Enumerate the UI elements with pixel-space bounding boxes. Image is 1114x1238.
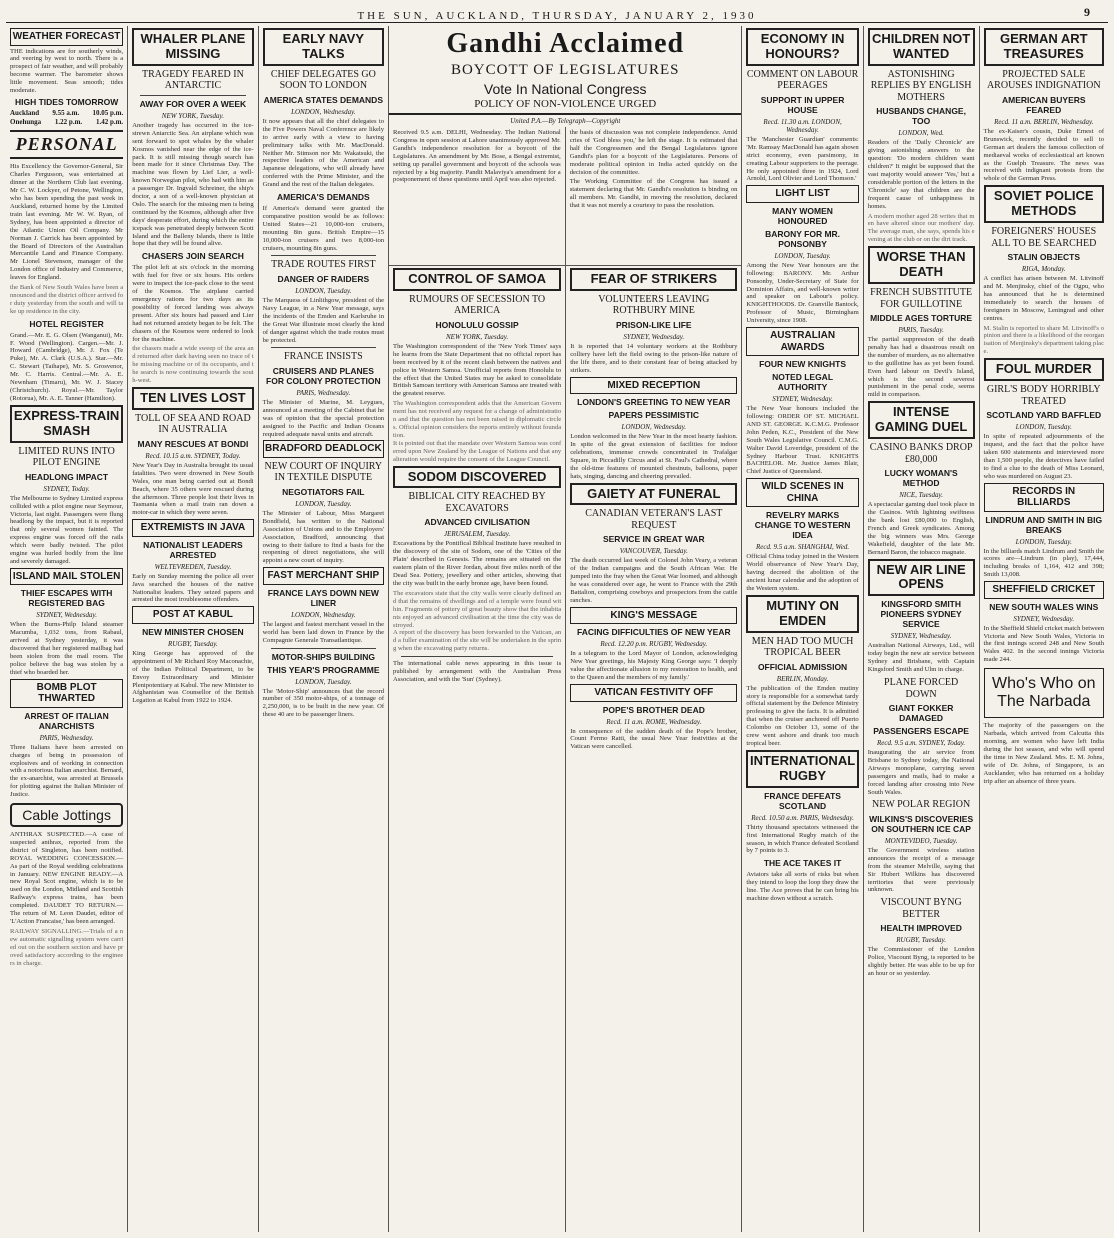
column-1: WEATHER FORECAST THE indications are for southerly winds, and veering by west to north. There is a prospect of fair weather, and will probably become warmer. The barometer shows little movement. Seas smooth; tides moderate. HIGH TIDES TOMORROW Auckland 9.55 a.m. 10.05 p.m. Onehunga 1.22 p.m. 1.42 p.m. PERSONAL His Excellency the Governor-General, Sir Charles Fergusson, was entertained at dinner at the Northern Club last evening. Mr C. W. Lockyer, of Petone, Wellington, who has been spending the past week in Auckland, returned home by the Limited train last evening. Mr W. W. Ryan, of Sydney, has been appointed a director of the Atlantic Union Oil Company. Mr Norman J. Carrick has been appointed by the Board of Directors of the Australian Mercantile Land and Finance Company. Mr Lionel Stevenson, manager of the London office of Industry and Commerce, leaves for England. the Bank of New South Wales have been announced and the district officer arrived for duty yesterday from the south and will take up residence in the city. HOTEL REGISTER Grand.—Mr. E. G. Olsen (Wanganui), Mr. F. Wood (Wellington). Cargen.—Mr. J. Howard (Cambridge), Mr. J. Fox (Te Puke), Mr. A. Clark (U.S.A.). Star.—Mr. C. Stewart (Taihape), Mr. S. Grosvenor, Mr. C. Harris. Central.—Mr. A. E. Newnham (Timaru), Mr. W. J. Stacey (Christchurch). Royal.—Mr. Taylor (Rotorua), Mr. A. E. Tanner (Hamilton). EXPRESS-TRAIN SMASH LIMITED RUNS INTO PILOT ENGINE HEADLONG IMPACT SYDNEY, Today. The Melbourne to Sydney Limited express collided with a pilot engine near Seymour, Victoria, last night. Passengers were flung headlong by the impact, but it is reported that only several women fainted. The express engine was forced off the rails which were badly twisted. The pilot engine was hurled bodily from the line and severely damaged. ISLAND MAIL STOLEN THIEF ESCAPES WITH REGISTERED BAG SYDNEY, Wednesday. When the Burns-Philp Island steamer Macumba, 1,032 tons, from Rabaul, arrived at Sydney yesterday, it was discovered that her registered mailbag had been stolen from the mail room. The police believe the bag was stolen by a thief who boarded her. BOMB PLOT THWARTED ARREST OF ITALIAN ANARCHISTS PARIS, Wednesday. Three Italians have been arrested on charges of being in possession of explosives and of working in connection with a notorious Italian anarchist. Bernard, the ex-anarchist, was arrested at Brussels for plotting against the Italian Minister of Justice. Cable Jottings ANTHRAX SUSPECTED.—A case of suspected anthrax, reported from the district of Singleton, has been notified. ROYAL WEDDING CONCESSION.—As part of the Royal wedding celebrations in January. NEW ENGINE READY.—A new Royal Scot engine, which is to be used on the London, Midland and Scottish Railway's express trains, has been completed. DAUDET TO RETURN.—The return of M. Leon Daudet, editor of 'L'Action Francaise,' has been arranged. RAILWAY SIGNALLING.—Trials of a new automatic signalling system were carried out on the southern section and have proved satisfactory according to the engineers in charge. [6,26,128,1232]
cable-note: The international cable news appearing in this issue is published by arrangement with the Australian Press Association, and with the 'Sun' (Sydney). [393,660,562,683]
soviet-text: A conflict has arisen between M. Litvinoff and M. Menjinsky, chief of the Ogpu, who has announced that he is determined immediately to search the houses of foreigners in Moscow, Leningrad and other centres. [983,275,1105,322]
sodom-text: Excavations by the Pontifical Biblical Institute have resulted in the discovery of the site of Sodom, one of the 'Cities of the Plain' described in Genesis. The remains are situated on the eastern plain of the River Jordan, about five miles north of the Dead Sea. Pottery, jewellery and other articles, showing that the city was built in the early bronze age, have been found. [393,540,562,587]
air-line-text: Australian National Airways, Ltd., will today begin the new air service between Sydney and Brisbane, with Captain Kingsford Smith and Ulm in charge. [867,642,975,674]
honours-heading: ECONOMY IN HONOURS? [746,28,858,66]
air-line-dateline: SYDNEY, Wednesday. [890,632,952,641]
express-text: The Melbourne to Sydney Limited express collided with a pilot engine near Seymour, Victoria, last night. Passengers were flung headlong by the impact, but it is reported that only several women fainted. The express engine was forced off the rails which were badly twisted. The pilot engine was hurled bodily from the line and severely damaged. [10,494,124,565]
gaiety-subheading: CANADIAN VETERAN'S LAST REQUEST [585,508,723,531]
kabul-dateline: RUGBY, Tuesday. [168,639,218,648]
billiards-dateline: LONDON, Tuesday. [1015,537,1072,546]
china-subheading: REVELRY MARKS CHANGE TO WESTERN IDEA [754,510,851,541]
awards-text: The New Year honours included the following: ORDER OF ST. MICHAEL AND ST. GEORGE. K.C.M.G. Professor John Peden, K.C., President of the New South Wales Legislative Council. C.M.G. Walter David Loveridge, president of the Sydney Harbour Trust. KNIGHTS BACHELOR. Mr. Justice James Blair, Chief Justice of Queensland. [746,405,859,476]
rugby-text: Thirty thousand spectators witnessed the first International Rugby match of the season, in which France defeated Scotland by 7 points to 3. [746,823,859,855]
vatican-text: In consequence of the sudden death of the Pope's brother, Count Fermo Ratti, the usual New Year festivities at the Vatican were cancelled. [570,727,738,751]
sodom-heading: SODOM DISCOVERED [393,466,561,489]
bomb-text: Three Italians have been arrested on charges of being in possession of explosives and of working in connection with a notorious Italian anarchist. Bernard, the ex-anarchist, was arrested at Brussels for plotting against the Italian Minister of Justice. [10,743,124,799]
rugby-dateline: Recd. 10.50 a.m. PARIS, Wednesday. [751,813,854,822]
mixed-heading: MIXED RECEPTION [570,377,737,395]
soviet-subheading: FOREIGNERS' HOUSES ALL TO BE SEARCHED [991,226,1097,249]
tides-heading: HIGH TIDES TOMORROW [14,96,119,107]
island-dateline: SYDNEY, Wednesday. [36,611,97,620]
german-art-text: The ex-Kaiser's cousin, Duke Ernest of Brunswick, recently decided to sell to German art dealers the famous collection of mediaeval works of ecclesiastical art known as the Guelph Treasure. The news was received with indignant protests from the whole of the German Press. [983,127,1105,183]
byng-text: The Commissioner of the London Police, Viscount Byng, is reported to be slightly better. He was able to be up for an hour or so yesterday. [867,946,975,978]
gandhi-text-1: Received 9.5 a.m. DELHI, Wednesday. The Indian National Congress in open session at Lahore unanimously approved Mr. Gandhi's independence resolution for a boycott of the Legislatures. An amendment by Mr. Bose, a Bengal extremist, setting up parallel government and boycott of the schools was rejected by a big majority. Pandit Malaviya's amendment for a postponement of these questions until April was also rejected. [393,129,561,184]
trade-dateline: LONDON, Tuesday. [295,286,352,295]
light-list-heading: LIGHT LIST [746,185,858,203]
island-text: When the Burns-Philp Island steamer Macumba, 1,032 tons, from Rabaul, arrived at Sydney yesterday, it was discovered that her registered mailbag had been stolen from the mail room. The police believe the bag was stolen by a thief who boarded her. [10,621,124,676]
german-art-subheading: PROJECTED SALE AROUSES INDIGNATION [986,68,1101,92]
chasers-heading: CHASERS JOIN SEARCH [141,251,244,262]
gaming-subheading: CASINO BANKS DROP £80,000 [869,442,973,465]
billiards-text: In the billiards match Lindrum and Smith the scores are—Lindrum (in play), 17,444, including breaks of 1,164, 412 and 398; Smith 13,008. [983,547,1105,579]
light-list-text: Among the New Year honours are the following: BARONY. Mr. Arthur Ponsonby, Under-Secretary of State for Dominion Affairs, and well-known writer and speaker on Labour's policy. KNIGHTHOODS. Dr. Granville Bantock, Professor of Music, Birmingham University, since 1908. [746,261,859,325]
fast-ship-text: The largest and fastest merchant vessel in the world has been laid down in France by the Compagnie Generale Transatlantique. [262,620,385,644]
gaiety-text: The death occurred last week of Colonel John Veary, a veteran of the Indian campaigns and the South African War. He jumped into the fray when the Great War loomed, and although he was considered over age, he went to France with the 29th Battalion, comprising cowboys and prospectors from the cattle ranches. [570,557,738,604]
island-heading: ISLAND MAIL STOLEN [10,568,123,586]
foul-murder-heading: FOUL MURDER [984,358,1105,381]
sheffield-dateline: SYDNEY, Wednesday. [1013,614,1075,623]
column-5 [565,266,741,1232]
navy-dateline: LONDON, Wednesday. [291,107,356,116]
gaming-heading: INTENSE GAMING DUEL [868,401,975,439]
whaler-subheading: TRAGEDY FEARED IN ANTARCTIC [141,68,244,92]
honours-dateline: Recd. 11.30 a.m. LONDON, Wednesday. [763,117,842,134]
sodom-dateline: JERUSALEM, Tuesday. [443,530,511,539]
personal-text: His Excellency the Governor-General, Sir Charles Fergusson, was entertained at dinner at the Northern Club last evening. Mr C. W. Lockyer, of Petone, Wellington, who has been spending the past week in Auckland, returned home by the Limited train last evening. Mr W. W. Ryan, of Sydney, has been appointed a director of the Atlantic Union Oil Company. Mr Norman J. Carrick has been appointed by the Board of Directors of the Australian Mercantile Land and Finance Company. Mr Lionel Stevenson, manager of the London office of Industry and Commerce, leaves for England. [10,163,124,282]
forced-subheading-2: PASSENGERS ESCAPE [873,726,969,736]
bradford-subheading: NEW COURT OF INQUIRY IN TEXTILE DISPUTE [264,460,383,484]
light-list-subheading-2: BARONY FOR MR. PONSONBY [765,228,841,249]
mixed-dateline: LONDON, Wednesday. [621,423,687,432]
german-art-dateline: Recd. 11 a.m. BERLIN, Wednesday. [994,117,1094,126]
samoa-text: The Washington correspondent of the 'New York Times' says he learns from the State Department that no official report has been received by it of the recent clash between the natives and police in Western Samoa. Unofficial reports from Honolulu to the effect that the United States may be asked to consolidate British Samoan territory with American Samoa are treated with the greatest reserve. [393,342,562,398]
kings-message-dateline: Recd. 12.20 p.m. RUGBY, Wednesday. [600,640,708,649]
weather-forecast [10,48,123,127]
extremists-subheading: NATIONALIST LEADERS ARRESTED [143,539,243,560]
bradford-text: The Minister of Labour, Miss Margaret Bondfield, has written to the National Association of Unions and to the Employers' Association, Bradford, announcing that owing to their failure to find a basis for the reopening of direct negotiations, she will appoint a new court of inquiry. [262,509,385,565]
cable-jottings-text: ANTHRAX SUSPECTED.—A case of suspected anthrax, reported from the district of Singleton, has been notified. ROYAL WEDDING CONCESSION.—As part of the Royal wedding celebrations in January. NEW ENGINE READY.—A new Royal Scot engine, which is to be used on the London, Midland and Scottish Railway's express trains, has been completed. DAUDET TO RETURN.—The return of M. Leon Daudet, editor of 'L'Action Francaise,' has been arranged. [10,831,124,925]
column-gandhi [389,26,742,1232]
ten-lives-dateline: Recd. 10.15 a.m. SYDNEY, Today. [145,451,241,460]
emden-heading: MUTINY ON EMDEN [746,595,858,633]
ace-heading: THE ACE TAKES IT [763,858,842,869]
polar-text: The Government wireless station announces the receipt of a message from the steamer Melville, saying that Sir Hubert Wilkins has discovered territories that were previously unknown. [867,846,975,894]
sheffield-text: In the Sheffield Shield cricket match between Victoria and New South Wales, Victoria in the first innings scored 248 and New South Wales 402. In the second innings Victoria made 244. [983,624,1105,664]
samoa-heading: CONTROL OF SAMOA [393,268,561,291]
byng-heading: VISCOUNT BYNG BETTER [880,897,962,920]
filler-text: the Bank of New South Wales have been announced and the district officer arrived for duty yesterday from the south and will take up residence in the city. [10,284,124,315]
whos-who-text: The majority of the passengers on the Narbada, which arrived from Calcutta this morning, are women who have left India during the hot season, and who will spend the time in New Zealand. Mrs. E. M. Johns, wife of Dr. Johns, of Singapore, is an Aucklander, who has returned on a holiday trip after an absence of three years. [983,722,1105,785]
soviet-dateline: RIGA, Monday. [1021,265,1066,274]
trade-heading: TRADE ROUTES FIRST [271,259,376,271]
gandhi-headline-block [389,26,741,115]
express-heading: EXPRESS-TRAIN SMASH [10,405,123,443]
masthead-title: THE SUN, AUCKLAND, THURSDAY, JANUARY 2, 1930 [357,10,757,22]
navy-subheading-2: AMERICA STATES DEMANDS [263,94,383,105]
emden-dateline: BERLIN, Monday. [776,674,829,683]
express-dateline: SYDNEY, Today. [43,484,90,493]
gandhi-subheading-3: POLICY OF NON-VIOLENCE URGED [474,98,657,110]
fast-ship-heading: FAST MERCHANT SHIP [263,567,384,585]
air-line-heading: NEW AIR LINE OPENS [868,559,975,597]
rugby-heading: INTERNATIONAL RUGBY [746,750,858,788]
strikers-subheading-2: PRISON-LIKE LIFE [616,319,692,330]
extremists-heading: EXTREMISTS IN JAVA [132,519,253,537]
tide-row: Auckland 9.55 a.m. 10.05 p.m. [10,109,124,118]
whos-who-subtitle: The Narbada [997,693,1091,711]
german-art-heading: GERMAN ART TREASURES [984,28,1105,66]
strikers-heading: FEAR OF STRIKERS [570,268,737,291]
france-text: The Minister of Marine, M. Leygues, announced at a meeting of the Cabinet that he was of opinion that the special protection assigned to the Pacific and Indian Oceans required adequate naval units and aircraft. [262,398,385,438]
kabul-heading: POST AT KABUL [132,606,253,624]
ace-text: Aviators take all sorts of risks but when they intend to loop the loop they draw the line. The Ace proves that he can bring his machine down without a scratch. [746,871,859,903]
bomb-dateline: PARIS, Wednesday. [39,733,94,742]
mixed-subheading-2: PAPERS PESSIMISTIC [608,410,700,421]
honours-subheading-2: SUPPORT IN UPPER HOUSE [760,94,845,115]
france-heading: FRANCE INSISTS [284,351,363,363]
ten-lives-subheading-2: MANY RESCUES AT BONDI [137,438,249,449]
bomb-subheading: ARREST OF ITALIAN ANARCHISTS [24,710,109,731]
light-list-subheading: MANY WOMEN HONOURED [772,205,833,226]
polar-heading: NEW POLAR REGION [872,799,971,811]
trade-text: The Marquess of Linlithgow, president of the Navy League, in a New Year message, says the incidents of the Emden and Karlsruhe in the Great War illustrate most clearly the kind of danger against which the trade routes must be protected. [262,296,385,344]
motor-ships-subheading: THIS YEAR'S PROGRAMME [267,664,380,675]
children-heading: CHILDREN NOT WANTED [868,28,975,66]
gaming-dateline: NICE, Tuesday. [899,491,943,500]
france-subheading: CRUISERS AND PLANES FOR COLONY PROTECTION [266,365,381,386]
vatican-dateline: Recd. 11 a.m. ROME, Wednesday. [606,717,702,726]
emden-subheading-2: OFFICIAL ADMISSION [757,661,848,672]
column-7: CHILDREN NOT WANTED ASTONISHING REPLIES BY ENGLISH MOTHERS HUSBANDS CHANGE, TOO LONDON, Wed. Readers of the 'Daily Chronicle' are giving astonishing answers to the question: 'Do modern children want children?' It might be supposed that the vast majority would answer 'Yes,' but a considerable portion of the letters in the 'Chronicle' say that children are the frequent cause of unhappiness in homes. A modern mother aged 28 writes that men have altered since our mothers' day. The average man, she says, spends his evening at the club or on the dirt track. WORSE THAN DEATH FRENCH SUBSTITUTE FOR GUILLOTINE MIDDLE AGES TORTURE PARIS, Tuesday. The partial suppression of the death penalty has had a disastrous result on the number of murders, as no alternative to the guillotine has as yet been found. Even hard labour on Devil's Island, which is the second severest punishment in the penal code, seems mild in comparison. INTENSE GAMING DUEL CASINO BANKS DROP £80,000 LUCKY WOMAN'S METHOD NICE, Tuesday. A spectacular gaming duel took place in the Casinos. With lightning swiftness the bank lost £80,000 to English, French and Greek syndicates. Among the big winners was Mrs. George Wakefield, daughter of the late Mr. Bernard Baron, the tobacco magnate. NEW AIR LINE OPENS KINGSFORD SMITH PIONEERS SYDNEY SERVICE SYDNEY, Wednesday. Australian National Airways, Ltd., will today begin the new air service between Sydney and Brisbane, with Captain Kingsford Smith and Ulm in charge. PLANE FORCED DOWN GIANT FOKKER DAMAGED PASSENGERS ESCAPE Recd. 9.5 a.m. SYDNEY, Today. Inaugurating the air service from Brisbane to Sydney today, the National Airways monoplane, carrying seven passengers and mails, had to make a forced landing after crossing into New South Wales. NEW POLAR REGION WILKINS'S DISCOVERIES ON SOUTHERN ICE CAP MONTEVIDEO, Tuesday. The Government wireless station announces the receipt of a message from the steamer Melville, saying that Sir Hubert Wilkins has discovered territories that were previously unknown. VISCOUNT BYNG BETTER HEALTH IMPROVED RUGBY, Tuesday. The Commissioner of the London Police, Viscount Byng, is reported to be slightly better. He was able to be up for an hour or so yesterday. [864,26,980,1232]
awards-heading: AUSTRALIAN AWARDS [746,327,858,356]
sheffield-heading: SHEFFIELD CRICKET [984,581,1105,599]
island-subheading: THIEF ESCAPES WITH REGISTERED BAG [20,588,113,609]
whos-who-title: Who's Who on [991,675,1096,693]
awards-dateline: SYDNEY, Wednesday. [772,395,833,404]
kabul-text: King George has approved of the appointment of Mr Richard Roy Maconachie, of the Indian Political Department, to be Envoy Extraordinary and Minister Plenipotentiary at Kabul. The new Minister to Afghanistan was Counsellor of the British Legation at Kabul from 1922 to 1924. [132,649,254,705]
polar-subheading: WILKINS'S DISCOVERIES ON SOUTHERN ICE CAP [869,813,974,834]
forced-dateline: Recd. 9.5 a.m. SYDNEY, Today. [877,739,966,747]
forced-heading: PLANE FORCED DOWN [884,677,959,700]
worse-subheading: FRENCH SUBSTITUTE FOR GUILLOTINE [870,287,973,310]
navy-text: It now appears that all the chief delegates to the Five Powers Naval Conference are likely to arrive early with a view to having preliminary talks with Mr. MacDonald. Neither Mr. Stimson nor Mr. Wakatsuki, the respective leaders of the American and Japanese delegations, who will already have conferred with the Prime Minister, and the Grand and the rest of the Italian delegates. [262,117,385,189]
express-subheading: LIMITED RUNS INTO PILOT ENGINE [18,445,115,469]
gandhi-body [389,127,741,266]
ten-lives-heading: TEN LIVES LOST [132,387,253,410]
column-8: GERMAN ART TREASURES PROJECTED SALE AROUSES INDIGNATION AMERICAN BUYERS FEARED Recd. 11 a.m. BERLIN, Wednesday. The ex-Kaiser's cousin, Duke Ernest of Brunswick, recently decided to sell to German art dealers the famous collection of mediaeval works of ecclesiastical art known as the Guelph Treasure. The news was received with indignant protests from the whole of the German Press. SOVIET POLICE METHODS FOREIGNERS' HOUSES ALL TO BE SEARCHED STALIN OBJECTS RIGA, Monday. A conflict has arisen between M. Litvinoff and M. Menjinsky, chief of the Ogpu, who has announced that he is determined immediately to search the houses of foreigners in Moscow, Leningrad and other centres. M. Stalin is reported to share M. Litvinoff's opinion and there is a likelihood of the reorganisation of Menjinsky's department taking place. FOUL MURDER GIRL'S BODY HORRIBLY TREATED SCOTLAND YARD BAFFLED LONDON, Tuesday. In spite of repeated adjournments of the inquest, and the fact that the police have taken 600 statements and interviewed more than 1,500 people, the detectives have failed to find a clue to the death of Miss Leonard, who was murdered on August 23. RECORDS IN BILLIARDS LINDRUM AND SMITH IN BIG BREAKS LONDON, Tuesday. In the billiards match Lindrum and Smith the scores are—Lindrum (in play), 17,444, including breaks of 1,164, 412 and 398; Smith 13,008. SHEFFIELD CRICKET NEW SOUTH WALES WINS SYDNEY, Wednesday. In the Sheffield Shield cricket match between Victoria and New South Wales, Victoria in the first innings scored 248 and New South Wales 402. In the second innings Victoria made 244. Who's Who on The Narbada The majority of the passengers on the Narbada, which arrived from Calcutta this morning, are women who have left India during the hot season, and who will spend the time in New Zealand. Mrs. E. M. Johns, wife of Dr. Johns, of Singapore, is an Aucklander, who has returned on a holiday trip after an absence of three years. [980,26,1109,1232]
gandhi-text-2: the basis of discussion was not complete independence. Amid cries of 'God bless you,' he left the stage. It is estimated that half the Congressmen and the Bengal Legislatures ignore Gandhi's plan for a boycott of the Legislatures. Persons of moderate political opinion in India acted quickly on the decision of the committee. [569,129,738,176]
bradford-subheading-2: NEGOTIATORS FAIL [282,486,365,497]
gandhi-text-3: The Working Committee of the Congress has issued a statement declaring that Mr. Gandhi's resolution is binding on all members. Mr. Gandhi, in moving the resolution, declared that it was not merely a courtesy to pass the resolution. [569,178,738,210]
whaler-text: Another tragedy has occurred in the ice-strewn Antarctic Sea. An airplane which was sent forward to spot whales by the whaler Kosmos vanished near the edge of the ice-pack. It is still missing though search has been made for it since Christmas Day. The machine was flown by Lief Lier, a well-known Norwegian pilot, who had with him as a passenger Dr. Ingvald Schreiner, the ship's doctor, a son of a well-known physician at Oslo. The search for the missing men is being continued by the Kosmos, although after five days' desperate effort, during which the entire icepack was penetrated deeply between Scott Island and the Balleny Islands, there is little hope that they will be found alive. [132,121,254,248]
navy-subheading: CHIEF DELEGATES GO SOON TO LONDON [270,68,376,92]
bomb-heading: BOMB PLOT THWARTED [10,679,123,708]
awards-subheading: FOUR NEW KNIGHTS [759,359,846,370]
tide-row: Onehunga 1.22 p.m. 1.42 p.m. [10,117,124,126]
strikers-text: It is reported that 14 voluntary workers at the Rothbury colliery have left the field owing to the prison-like nature of the life there, and to their constant fear of being attacked by strikers. [570,342,738,374]
kabul-subheading: NEW MINISTER CHOSEN [142,626,244,637]
china-dateline: Recd. 9.5 a.m. SHANGHAI, Wed. [756,543,850,552]
hotel-register-text: Grand.—Mr. E. G. Olsen (Wanganui), Mr. F. Wood (Wellington). Cargen.—Mr. J. Howard (Cambridge), Mr. J. Fox (Te Puke), Mr. A. Clark (U.S.A.). Star.—Mr. C. Stewart (Taihape), Mr. S. Grosvenor, Mr. C. Harris. Central.—Mr. A. E. Newnham (Timaru), Mr. W. J. Stacey (Christchurch). Royal.—Mr. Taylor (Rotorua), Mr. A. E. Tanner (Hamilton). [10,331,124,402]
hotel-register-heading: HOTEL REGISTER [29,318,104,329]
extremists-text: Early on Sunday morning the police all over Java searched the houses of the native Nationalist leaders. They seized papers and arrested the most troublesome offenders. [132,572,254,604]
german-art-subheading-2: AMERICAN BUYERS FEARED [1001,94,1086,115]
ten-lives-text: New Year's Day in Australia brought its usual fatalities. Two were drowned in New South Wales, one man being carried out at Bondi Beach, where 35 others were rescued during the afternoon. Three people lost their lives in Tasmania when a mail train ran down a motor-car in which they were seven. [132,461,254,517]
children-text: Readers of the 'Daily Chronicle' are giving astonishing answers to the question: 'Do modern children want children?' It might be supposed that the vast majority would answer 'Yes,' but a considerable portion of the letters in the 'Chronicle' say that children are the frequent cause of unhappiness in homes. [867,139,975,210]
mixed-subheading: LONDON'S GREETING TO NEW YEAR [577,397,731,408]
whos-who-box [984,668,1105,718]
soviet-heading: SOVIET POLICE METHODS [984,185,1105,223]
polar-dateline: MONTEVIDEO, Tuesday. [884,836,958,845]
samoa-subheading: RUMOURS OF SECESSION TO AMERICA [409,293,546,317]
motor-ships-text: The 'Motor-Ship' announces that the record number of 350 motor-ships, of a tonnage of 2,250,000, is to be built in the new year. Of these 40 are to be passenger liners. [262,687,385,719]
foul-murder-text: In spite of repeated adjournments of the inquest, and the fact that the police have taken 600 statements and interviewed more than 1,500 people, the detectives have failed to find a clue to the death of Miss Leonard, who was murdered on August 23. [983,433,1105,480]
emden-text: The publication of the Emden mutiny story is responsible for a somewhat tardy official statement by the Defence Ministry professing to give the facts. It is admitted that when the cruiser anchored off Puerto Colombo on October 13, some of the crew went ashore and drank too much tropical beer. [746,684,859,747]
ten-lives-subheading: TOLL OF SEA AND ROAD IN AUSTRALIA [135,412,251,436]
trade-subheading: DANGER OF RAIDERS [277,273,370,284]
china-heading: WILD SCENES IN CHINA [746,478,858,507]
gandhi-subheading: BOYCOTT OF LEGISLATURES [450,62,680,78]
worse-subheading-2: MIDDLE AGES TORTURE [870,313,973,324]
byng-dateline: RUGBY, Tuesday. [896,936,946,945]
strikers-dateline: SYDNEY, Wednesday. [623,332,685,341]
honours-text: The 'Manchester Guardian' comments: 'Mr. Ramsay MacDonald has again shown strict economy, even parsimony, in creating Labour supporters to the peerage. He only appointed three in 1924, Lord Arnold, Lord Olivier and Lord Thomson.' [746,135,859,183]
worse-text: The partial suppression of the death penalty has had a disastrous result on the number of murders, as no alternative to the guillotine has as yet been found. Even hard labour on Devil's Island, which is the second severest punishment in the penal code, seems mild in comparison. [867,336,975,399]
kings-message-text: In a telegram to the Lord Mayor of London, acknowledging New Year greetings, his Majesty King George says: 'I deeply value the affectionate allusion to my restoration to health, and to the Queen and the members of my family.' [570,650,738,682]
express-subheading-2: HEADLONG IMPACT [25,471,109,482]
forced-subheading: GIANT FOKKER DAMAGED [888,703,954,723]
whaler-heading: WHALER PLANE MISSING [132,28,253,66]
honours-subheading: COMMENT ON LABOUR PEERAGES [746,68,859,92]
air-line-subheading: KINGSFORD SMITH PIONEERS SYDNEY SERVICE [880,599,962,630]
china-text: Official China today joined in the Western World observance of New Year's Day, having decreed the abolition of the ancient lunar calendar and the adoption of the Western system. [746,553,859,592]
gandhi-headline: Gandhi Acclaimed [446,28,685,59]
vatican-subheading: POPE'S BROTHER DEAD [602,704,705,715]
kings-message-heading: KING'S MESSAGE [570,607,737,625]
bradford-dateline: LONDON, Tuesday. [295,499,352,508]
gandhi-credit: United P.A.—By Telegraph—Copyright [510,117,621,125]
billiards-heading: RECORDS IN BILLIARDS [984,483,1105,512]
sodom-subheading-2: ADVANCED CIVILISATION [424,517,530,528]
worse-dateline: PARIS, Tuesday. [898,326,944,335]
worse-heading: WORSE THAN DEATH [868,246,975,284]
foul-murder-dateline: LONDON, Tuesday. [1015,423,1072,432]
foul-murder-subheading-2: SCOTLAND YARD BAFFLED [986,410,1102,421]
children-dateline: LONDON, Wed. [898,129,944,138]
mixed-text: London welcomed in the New Year in the most hearty fashion. In spite of the great extension of facilities for indoor celebrations, immense crowds concentrated in Trafalgar Square, in Piccadilly Circus and at St. Paul's Cathedral, where the old-time features of mounted chestnuts, balloons, paper hats, singing, dancing and cheering prevailed. [570,433,738,480]
masthead [6,0,1108,23]
gaiety-subheading-2: SERVICE IN GREAT WAR [602,534,705,545]
kings-message-subheading: FACING DIFFICULTIES OF NEW YEAR [576,627,731,638]
soviet-subheading-2: STALIN OBJECTS [1007,252,1081,263]
children-subheading-2: HUSBANDS CHANGE, TOO [876,106,966,127]
rugby-subheading: FRANCE DEFEATS SCOTLAND [764,790,841,811]
personal-heading: PERSONAL [10,130,123,159]
strikers-subheading: VOLUNTEERS LEAVING ROTHBURY MINE [598,293,710,317]
motor-ships-heading: MOTOR-SHIPS BUILDING [271,651,375,662]
foul-murder-subheading: GIRL'S BODY HORRIBLY TREATED [986,384,1101,407]
column-3 [259,26,389,1232]
column-6 [742,26,863,1232]
motor-ships-dateline: LONDON, Tuesday. [295,677,352,686]
fast-ship-dateline: LONDON, Wednesday. [291,610,356,619]
forecast-text: THE indications are for southerly winds, and veering by west to north. There is a prospect of fair weather, and will probably become warmer. The barometer shows little movement. Seas smooth; tides moderate. [10,47,124,95]
gaming-subheading-2: LUCKY WOMAN'S METHOD [884,468,958,489]
vatican-heading: VATICAN FESTIVITY OFF [570,684,737,702]
light-list-dateline: LONDON, Tuesday. [774,251,831,260]
column-4: CONTROL OF SAMOA RUMOURS OF SECESSION TO AMERICA HONOLULU GOSSIP NEW YORK, Tuesday. The Washington correspondent of the 'New York Times' says he learns from the State Department that no official report has been received by it of the recent clash between the natives and police in Western Samoa. Unofficial reports from Honolulu to the effect that the United States may be asked to consolidate British Samoan territory with American Samoa are treated with the greatest reserve. The Washington correspondent adds that the American Government has not received any request for a change of administration and that the question has not been raised in diplomatic circles. Official opinion considers the reports entirely without foundation. It is pointed out that the mandate over Western Samoa was conferred upon New Zealand by the League of Nations and that any alteration would require the consent of the League Council. SODOM DISCOVERED BIBLICAL CITY REACHED BY EXCAVATORS ADVANCED CIVILISATION JERUSALEM, Tuesday. Excavations by the Pontifical Biblical Institute have resulted in the discovery of the site of Sodom, one of the 'Cities of the Plain' described in Genesis. The remains are situated on the eastern plain of the River Jordan, about five miles north of the Dead Sea. Pottery, jewellery and other articles, showing that the city was built in the early bronze age, have been found. The excavators state that the city walls were clearly defined and that the remains of dwellings and of a temple were found within. Fragments of pottery of great beauty show that the inhabitants enjoyed an advanced civilisation at the time the city was destroyed. A report of the discovery has been forwarded to the Vatican, and a fuller examination of the site will be undertaken in the spring when the excavating party returns. The international cable news appearing in this issue is published by arrangement with the Australian Press Association, and with the 'Sun' (Sydney). [389,266,565,1232]
whaler-dateline: NEW YORK, Tuesday. [161,111,225,120]
weather-forecast-heading: WEATHER FORECAST [10,28,123,46]
navy-heading: EARLY NAVY TALKS [263,28,384,66]
fast-ship-subheading: FRANCE LAYS DOWN NEW LINER [267,587,379,608]
gaiety-heading: GAIETY AT FUNERAL [570,483,737,506]
america-demands-text: If America's demand were granted the comparative position would be as follows: United States—21 10,000-ton cruisers, mounting 8in guns. British Empire—15 10,000-ton cruisers and two 8,000-ton cruisers, mounting 8in guns. [262,205,385,252]
awards-subheading-2: NOTED LEGAL AUTHORITY [772,372,834,393]
forced-text: Inaugurating the air service from Brisbane to Sydney today, the National Airways monoplane, carrying seven passengers and mails, had to make a forced landing after crossing into New South Wales. [867,749,975,796]
byng-subheading: HEALTH IMPROVED [880,923,962,934]
gandhi-subheading-2: Vote In National Congress [483,81,647,97]
bradford-heading: BRADFORD DEADLOCK [263,440,384,458]
page-number: 9 [1084,5,1090,19]
billiards-subheading: LINDRUM AND SMITH IN BIG BREAKS [985,514,1103,535]
gaming-text: A spectacular gaming duel took place in the Casinos. With lightning swiftness the bank lost £80,000 to English, French and Greek syndicates. Among the big winners was Mrs. George Wakefield, daughter of the late Mr. Bernard Baron, the tobacco magnate. [867,501,975,556]
america-demands-heading: AMERICA'S DEMANDS [276,192,370,203]
gaiety-dateline: VANCOUVER, Tuesday. [619,547,688,556]
sheffield-subheading: NEW SOUTH WALES WINS [989,601,1099,612]
cable-jottings-heading: Cable Jottings [10,803,123,827]
samoa-subheading-2: HONOLULU GOSSIP [435,319,519,330]
sodom-subheading: BIBLICAL CITY REACHED BY EXCAVATORS [408,491,546,514]
column-2: WHALER PLANE MISSING TRAGEDY FEARED IN ANTARCTIC AWAY FOR OVER A WEEK NEW YORK, Tuesday. Another tragedy has occurred in the ice-strewn Antarctic Sea. An airplane which was sent forward to spot whales by the whaler Kosmos vanished near the edge of the ice-pack. It is still missing though search has been made for it since Christmas Day. The machine was flown by Lief Lier, a well-known Norwegian pilot, who had with him as a passenger Dr. Ingvald Schreiner, the ship's doctor, a son of a well-known physician at Oslo. The search for the missing men is being continued by the Kosmos, although after five days' desperate effort, during which the entire icepack was penetrated deeply between Scott Island and the Balleny Islands, there is little hope that they will be found alive. CHASERS JOIN SEARCH The pilot left at six o'clock in the morning with fuel for five or six hours. His orders were to inspect the ice-pack close to the west of the Kosmos. The airplane carried emergency rations for two days as its possibility of forced landing was always present. After six hours had passed and Lier had not returned anxiety began to be felt. The chasers of the Kosmos were ordered to look for the machine. the chasers made a wide sweep of the area and returned after dark having seen no trace of the missing machine or of its occupants, and the search is now continuing towards the south-west. TEN LIVES LOST TOLL OF SEA AND ROAD IN AUSTRALIA MANY RESCUES AT BONDI Recd. 10.15 a.m. SYDNEY, Today. New Year's Day in Australia brought its usual fatalities. Two were drowned in New South Wales, one man being carried out at Bondi Beach, where 35 others were rescued during the afternoon. Three people lost their lives in Tasmania when a mail train ran down a motor-car in which they were seven. EXTREMISTS IN JAVA NATIONALIST LEADERS ARRESTED WELTEVREDEN, Tuesday. Early on Sunday morning the police all over Java searched the houses of the native Nationalist leaders. They seized papers and arrested the most troublesome offenders. POST AT KABUL NEW MINISTER CHOSEN RUGBY, Tuesday. King George has approved of the appointment of Mr Richard Roy Maconachie, of the Indian Political Department, to be Envoy Extraordinary and Minister Plenipotentiary at Kabul. The new Minister to Afghanistan was Counsellor of the British Legation at Kabul from 1922 to 1924. [128,26,258,1232]
france-dateline: PARIS, Wednesday. [296,388,351,397]
chasers-text: The pilot left at six o'clock in the morning with fuel for five or six hours. His orders were to inspect the ice-pack close to the west of the Kosmos. The airplane carried emergency rations for two days as its possibility of forced landing was always present. After six hours had passed and Lier had not returned anxiety began to be felt. The chasers of the Kosmos were ordered to look for the machine. [132,264,254,343]
samoa-dateline: NEW YORK, Tuesday. [446,332,509,341]
whaler-subheading-2: AWAY FOR OVER A WEEK [139,98,247,109]
children-subheading: ASTONISHING REPLIES BY ENGLISH MOTHERS [870,68,972,103]
emden-subheading: MEN HAD TOO MUCH TROPICAL BEER [751,635,854,659]
extremists-dateline: WELTEVREDEN, Tuesday. [154,562,232,571]
